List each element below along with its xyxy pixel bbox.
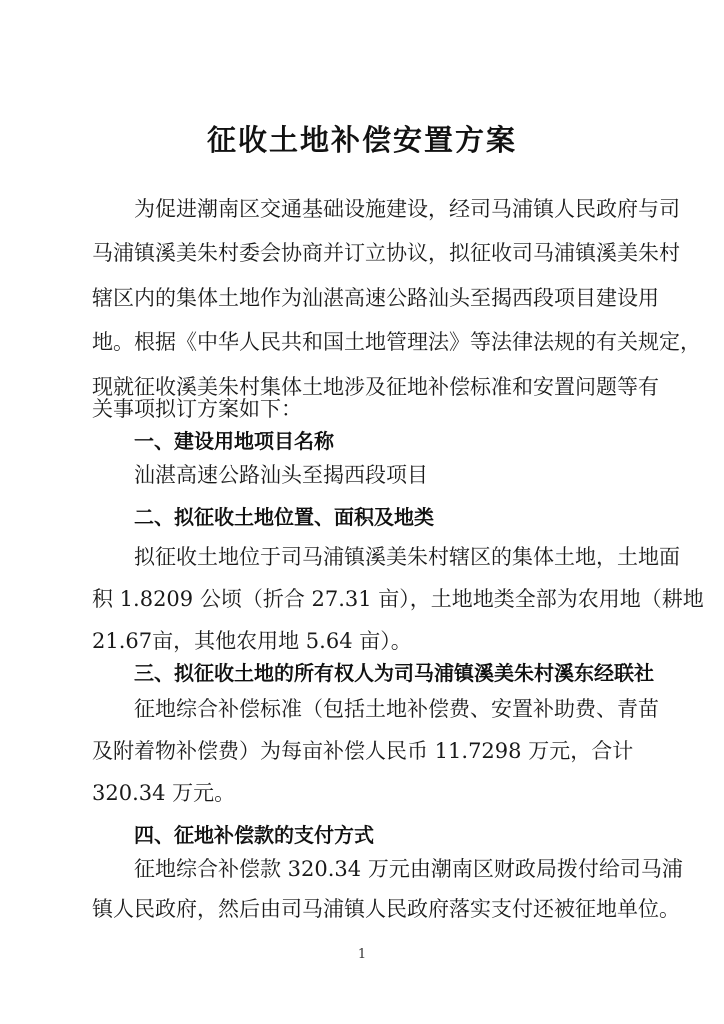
section-heading-3: 三、拟征收土地的所有权人为司马浦镇溪美朱村溪东经联社 (134, 661, 654, 685)
section-heading-4: 四、征地补偿款的支付方式 (134, 823, 374, 847)
section-2-line: 21.67亩，其他农用地 5.64 亩）。 (92, 629, 412, 653)
intro-line: 关事项拟订方案如下： (92, 397, 302, 421)
section-1-line: 汕湛高速公路汕头至揭西段项目 (134, 463, 428, 487)
intro-line: 现就征收溪美朱村集体土地涉及征地补偿标准和安置问题等有 (92, 375, 659, 399)
section-3-line: 及附着物补偿费）为每亩补偿人民币 11.7298 万元，合计 (92, 739, 634, 763)
intro-line: 为促进潮南区交通基础设施建设，经司马浦镇人民政府与司 (134, 197, 680, 221)
section-4-line: 征地综合补偿款 320.34 万元由潮南区财政局拨付给司马浦 (134, 857, 683, 881)
intro-line: 地。根据《中华人民共和国土地管理法》等法律法规的有关规定， (92, 330, 701, 354)
page-number: 1 (357, 947, 367, 962)
section-3-line: 320.34 万元。 (92, 781, 236, 805)
section-heading-2: 二、拟征收土地位置、面积及地类 (134, 505, 434, 529)
intro-line: 马浦镇溪美朱村委会协商并订立协议，拟征收司马浦镇溪美朱村 (92, 241, 680, 265)
section-heading-1: 一、建设用地项目名称 (134, 429, 334, 453)
section-2-line: 积 1.8209 公顷（折合 27.31 亩），土地地类全部为农用地（耕地 (92, 587, 704, 611)
section-2-line: 拟征收土地位于司马浦镇溪美朱村辖区的集体土地，土地面 (134, 545, 680, 569)
document-title: 征收土地补偿安置方案 (206, 123, 517, 157)
intro-line: 辖区内的集体土地作为汕湛高速公路汕头至揭西段项目建设用 (92, 286, 659, 310)
section-4-line: 镇人民政府，然后由司马浦镇人民政府落实支付还被征地单位。 (92, 897, 680, 921)
section-3-line: 征地综合补偿标准（包括土地补偿费、安置补助费、青苗 (134, 697, 659, 721)
